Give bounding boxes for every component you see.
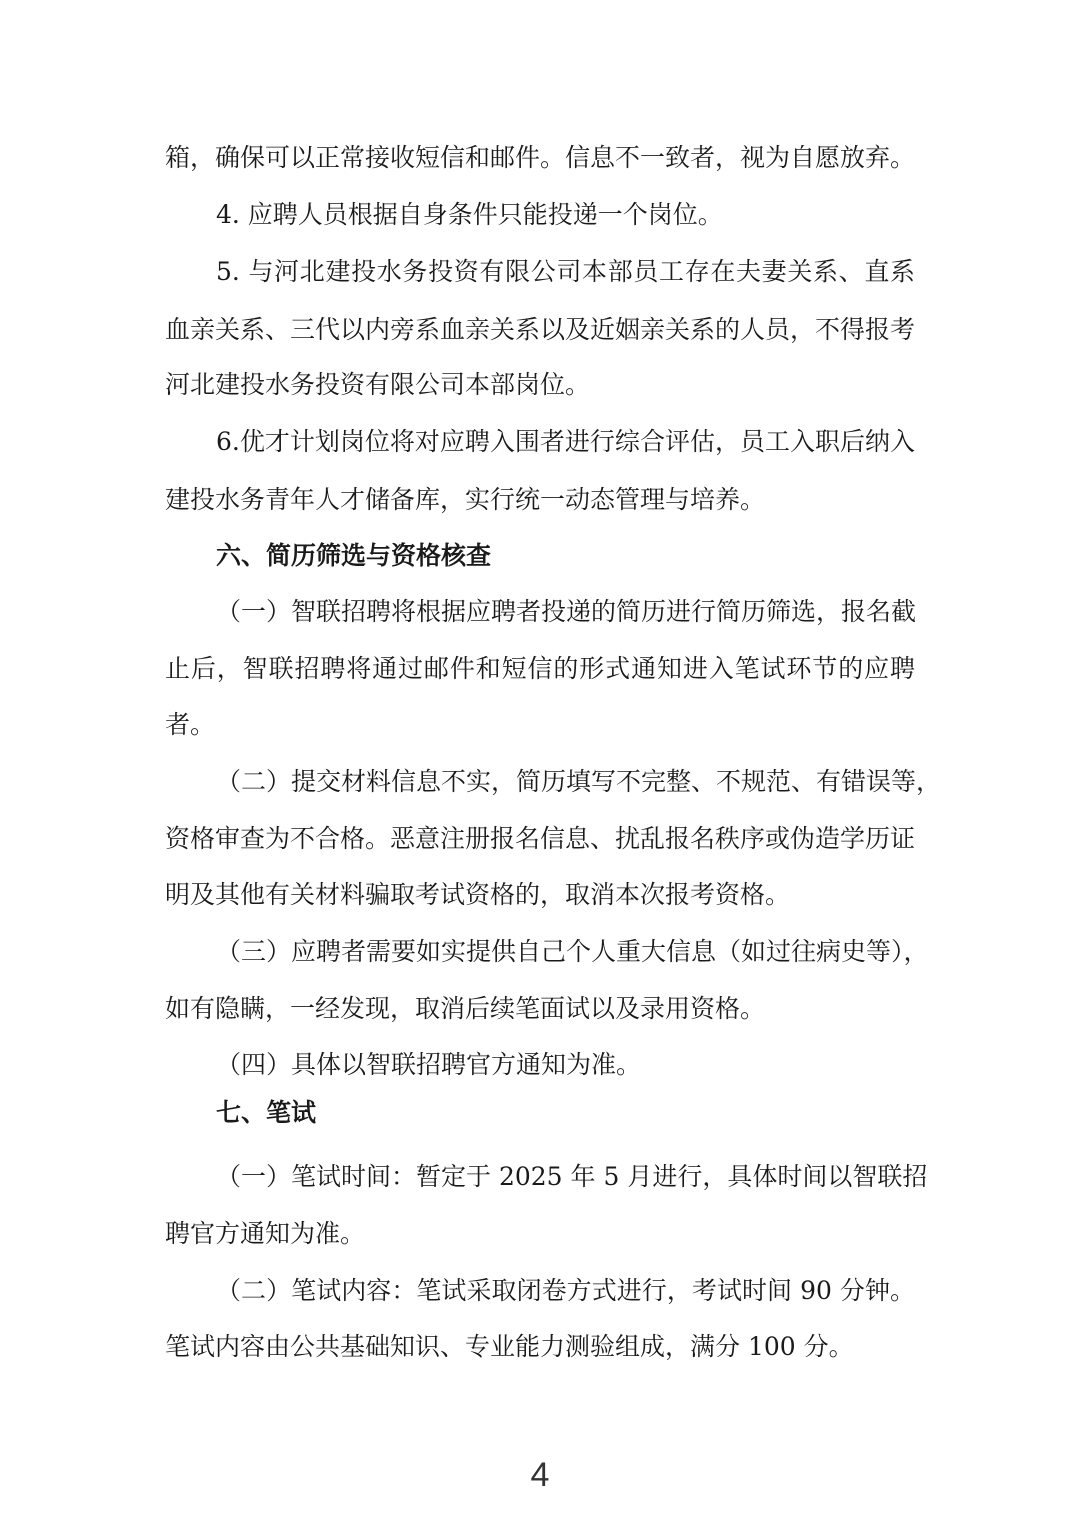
paragraph-line: 河北建投水务投资有限公司本部岗位。 — [165, 370, 591, 399]
paragraph-line: 笔试内容由公共基础知识、专业能力测验组成，满分 100 分。 — [165, 1332, 854, 1361]
page-number: 4 — [530, 1456, 550, 1494]
paragraph-line: 建投水务青年人才储备库，实行统一动态管理与培养。 — [165, 485, 766, 514]
section-heading: 七、笔试 — [216, 1098, 317, 1127]
paragraph-line: （二）提交材料信息不实，简历填写不完整、不规范、有错误等， — [216, 767, 942, 796]
paragraph-line: 明及其他有关材料骗取考试资格的，取消本次报考资格。 — [165, 880, 791, 909]
paragraph-line: 聘官方通知为准。 — [165, 1219, 366, 1248]
section-heading: 六、简历筛选与资格核查 — [216, 541, 492, 570]
paragraph-line: 止后，智联招聘将通过邮件和短信的形式通知进入笔试环节的应聘 — [165, 654, 915, 683]
paragraph-line: 4. 应聘人员根据自身条件只能投递一个岗位。 — [216, 200, 723, 229]
paragraph-line: 5. 与河北建投水务投资有限公司本部员工存在夫妻关系、直系 — [216, 257, 915, 286]
paragraph-line: 6.优才计划岗位将对应聘入围者进行综合评估，员工入职后纳入 — [216, 427, 915, 456]
paragraph-line: 箱，确保可以正常接收短信和邮件。信息不一致者，视为自愿放弃。 — [165, 143, 916, 172]
paragraph-line: （一）笔试时间：暂定于 2025 年 5 月进行，具体时间以智联招 — [216, 1162, 928, 1191]
paragraph-line: 者。 — [165, 710, 216, 739]
paragraph-line: 如有隐瞒，一经发现，取消后续笔面试以及录用资格。 — [165, 994, 766, 1023]
paragraph-line: （二）笔试内容：笔试采取闭卷方式进行，考试时间 90 分钟。 — [216, 1276, 915, 1305]
paragraph-line: 资格审查为不合格。恶意注册报名信息、扰乱报名秩序或伪造学历证 — [165, 824, 916, 853]
paragraph-line: 血亲关系、三代以内旁系血亲关系以及近姻亲关系的人员，不得报考 — [165, 315, 916, 344]
paragraph-line: （四）具体以智联招聘官方通知为准。 — [216, 1050, 642, 1079]
paragraph-line: （一）智联招聘将根据应聘者投递的简历进行简历筛选，报名截 — [216, 597, 917, 626]
paragraph-line: （三）应聘者需要如实提供自己个人重大信息（如过往病史等）， — [216, 937, 929, 966]
